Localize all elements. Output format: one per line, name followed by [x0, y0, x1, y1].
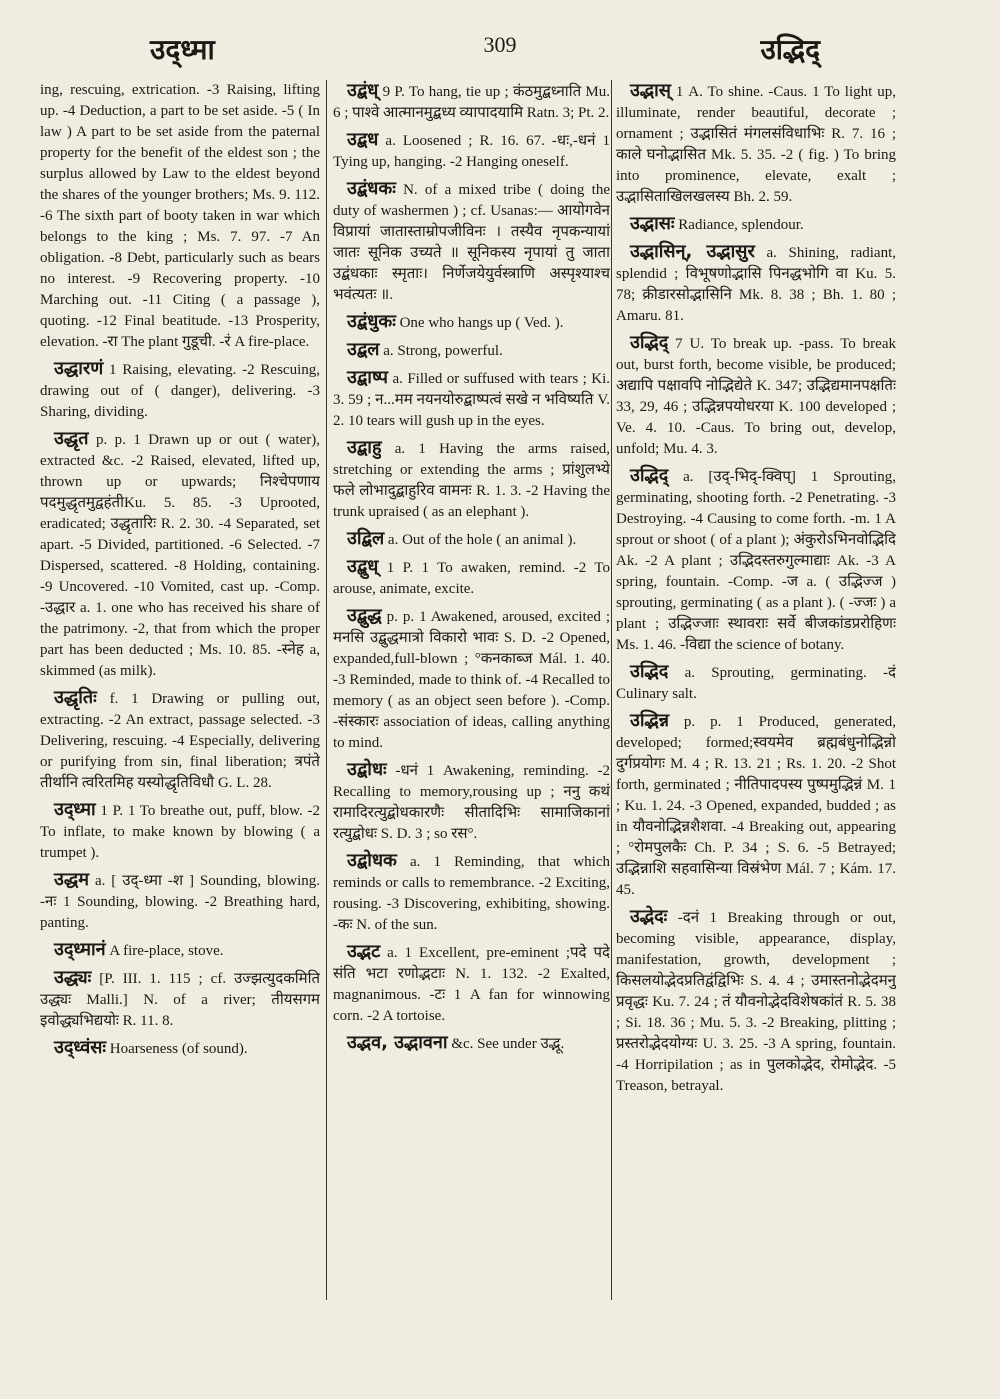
entry-headword: उद्ध्वंसः: [54, 1037, 107, 1058]
entry-headword: उद्बुध्: [347, 556, 379, 577]
dictionary-entry: [333, 850, 610, 936]
entry-definition: N. of a mixed tribe ( doing the duty of washermen ) ; cf. Usanas:— आयोगवेन विप्रायां जातास्ताम्रोपजीविनः । तस्यैव नृपकन्यायां जातः सूनिक उच्यते ॥ सूनिकस्य नृपायां तु जाता उद्बंधकाः स्मृताः। निर्णेजयेयुर्वस्त्राणि अस्पृश्याश्च भवंत्यतः ॥.: [333, 182, 610, 303]
entry-definition: One who hangs up ( Ved. ).: [395, 315, 564, 331]
entry-headword: उद्बंध्: [347, 80, 379, 101]
dictionary-entry: [40, 869, 320, 934]
entry-definition: a. 1 Having the arms raised, stretching or extending the arms ; प्रांशुलभ्ये फले लोभादुद्बाहुरिव वामनः R. 1. 3. -2 Having the trunk upraised ( as an elephant ).: [333, 441, 610, 520]
column-divider: [611, 80, 612, 1300]
dictionary-entry: [616, 661, 896, 705]
entry-definition: p. p. 1 Produced, generated, developed; formed;स्वयमेव ब्रह्मबंधुनोद्भिन्नो दुर्गप्रयोगः M. 4 ; R. 13. 21 ; Rs. 1. 20. -2 Shot forth, germinated ; नीतिपादपस्य पुष्पमुद्भिन्नं M. 1 ; Ku. 1. 24. -3 Opened, expanded, budded ; as in यौवनोद्भिन्नशैशवा. -4 Breaking out, appearing ; °रोमपुलकैः Ch. P. 34 ; S. 6. -5 Betrayed; उद्भिन्नाशि सहवासिन्या विस्रंभेण Mál. 7 ; Kám. 17. 45.: [616, 714, 896, 898]
entry-definition: p. p. 1 Drawn up or out ( water), extracted &c. -2 Raised, elevated, lifted up, thrown up or upwards; निश्चेपणाय पदमुद्धृतमुद्वहंतीKu. 5. 85. -3 Uprooted, eradicated; उद्धृतारिः R. 2. 30. -4 Separated, set apart. -5 Divided, partitioned. -6 Selected. -7 Dispersed, scattered. -8 Holding, containing. -9 Uncovered. -10 Vomited, cast up. -Comp. -उद्धार a. 1. one who has received his share of the patrimony. -2, that from which the proper part has been deducted ; Ms. 10. 85. -स्नेह a, skimmed (as milk).: [40, 432, 320, 679]
dictionary-entry: [40, 1037, 320, 1060]
entry-definition: a. Strong, powerful.: [379, 343, 503, 359]
entry-definition: p. p. 1 Awakened, aroused, excited ; मनसि उद्बुद्धमात्रो विकारो भावः S. D. -2 Opened, expanded,full-blown ; °कनकाब्ज Mál. 1. 40. -3 Reminded, made to think of. -4 Recalled to memory ( as an object seen before ). -Comp. -संस्कारः association of ideas, calling anything to mind.: [333, 609, 610, 751]
entry-definition: A fire-place, stove.: [105, 943, 224, 959]
entry-definition: a. [ उद्-ध्मा -श ] Sounding, blowing. -नः 1 Sounding, blowing. -2 Breathing hard, panting.: [40, 873, 320, 931]
page-header: [0, 30, 1000, 70]
entry-definition: a. Sprouting, germinating. -दं Culinary salt.: [616, 665, 896, 702]
entry-definition: 7 U. To break up. -pass. To break out, burst forth, become visible, be produced; अद्यापि पक्षावपि नोद्भिद्येते K. 347; उद्भिद्यमानपक्षतिः 33, 29, 46 ; उद्भिन्नपयोधरया K. 100 developed ; Ve. 4. 10. -Caus. To bring out, develop, unfold; Mu. 4. 3.: [616, 336, 896, 457]
entry-headword: उद्ध्मा: [54, 799, 96, 820]
dictionary-entry: [40, 428, 320, 682]
dictionary-entry: [40, 799, 320, 864]
entry-headword: उद्बोधक: [347, 850, 397, 871]
dictionary-entry: [616, 465, 896, 656]
dictionary-entry: [616, 906, 896, 1097]
entry-definition: 1 A. To shine. -Caus. 1 To light up, illuminate, render beautiful, decorate ; ornament ; उद्भासितं मंगलसंविधाभिः R. 7. 16 ; काले घनोद्भासित Mk. 5. 35. -2 ( fig. ) To bring into prominence, elevate, exalt ; उद्भासिताखिलखलस्य Bh. 2. 59.: [616, 84, 896, 205]
entry-headword: उद्भिद्: [630, 332, 669, 353]
entry-headword: उद्बाहु: [347, 437, 382, 458]
entry-headword: उद्धृत: [54, 428, 89, 449]
entry-definition: a. Shining, radiant, splendid ; विभूषणोद्भासि पिनद्धभोगि वा Ku. 5. 78; क्रीडारसोद्भासिनि Mk. 8. 38 ; Bh. 1. 80 ; Amaru. 81.: [616, 245, 896, 324]
dictionary-entry: [333, 605, 610, 754]
entry-definition: a. Filled or suffused with tears ; Ki. 3. 59 ; न...मम नयनयोरुद्बाष्पत्वं सखे न भविष्यति V. 2. 10 tears will gush up in the eyes.: [333, 371, 610, 429]
dictionary-entry: [616, 332, 896, 460]
entry-definition: f. 1 Drawing or pulling out, extracting. -2 An extract, passage selected. -3 Delivering, rescuing. -4 Especially, delivering or purifying from sin, final liberation; त्रपंते तीर्थानि त्वरितमिह यस्योद्धृतिविधौ G. L. 28.: [40, 691, 320, 791]
entry-definition: 9 P. To hang, tie up ; कंठमुद्बध्नाति Mu. 6 ; पाश्वे आत्मानमुद्बध्य व्यापादयामि Ratn. 3; Pt. 2.: [333, 84, 610, 121]
entry-headword: उद्बाष्प: [347, 367, 388, 388]
dictionary-entry: [40, 358, 320, 423]
entry-definition: 1 P. 1 To breathe out, puff, blow. -2 To inflate, to make known by blowing ( a trumpet ).: [40, 803, 320, 861]
column-divider: [326, 80, 327, 1300]
dictionary-entry: [333, 556, 610, 600]
dictionary-entry: [333, 311, 610, 334]
entry-headword: उद्भट: [347, 941, 381, 962]
entry-definition: ing, rescuing, extrication. -3 Raising, lifting up. -4 Deduction, a part to be set aside. -5 ( In law ) A part to be set aside from the paternal property for the benefit of the eldest son ; the surplus allowed by Law to the eldest beyond the shares of the younger brothers; Ms. 9. 112. -6 The sixth part of booty taken in war which belongs to the king ; Ms. 7. 97. -7 An obligation. -8 Debt, particularly such as bears no interest. -9 Recovering property. -10 Marching out. -11 Citing ( a passage ), quoting. -12 Final beatitude. -13 Prosperity, elevation. -रा The plant गुडूची. -रं A fire-place.: [40, 82, 320, 350]
dictionary-entry: [333, 178, 610, 306]
column-3: [616, 80, 896, 1300]
column-2: [333, 80, 610, 1300]
entry-headword: उद्बल: [347, 339, 380, 360]
dictionary-entry: [333, 941, 610, 1027]
entry-headword: उद्धृतिः: [54, 687, 97, 708]
entry-headword: उद्बिल: [347, 528, 385, 549]
entry-headword: उद्बंधुकः: [347, 311, 396, 332]
dictionary-entry: [333, 339, 610, 362]
dictionary-entry: [333, 367, 610, 432]
entry-definition: 1 P. 1 To awaken, remind. -2 To arouse, animate, excite.: [333, 560, 610, 597]
entry-headword: उद्बंधकः: [347, 178, 396, 199]
dictionary-entry: [40, 939, 320, 962]
entry-headword: उद्भिद: [630, 661, 669, 682]
entry-headword: उद्धारणं: [54, 358, 104, 379]
entry-headword: उद्भिन्न: [630, 710, 669, 731]
dictionary-entry: [616, 213, 896, 236]
entry-definition: a. 1 Excellent, pre-eminent ;पदे पदे संति भटा रणोद्भटाः N. 1. 132. -2 Exalted, magnanimous. -टः 1 A fan for winnowing corn. -2 A tortoise.: [333, 945, 610, 1024]
entry-headword: उद्भिद्: [630, 465, 669, 486]
entry-definition: [P. III. 1. 115 ; cf. उज्झत्युदकमिति उद्ध्यः Malli.] N. of a river; तीयसगम इवोद्ध्यभिद्ययोः R. 11. 8.: [40, 971, 320, 1029]
entry-definition: &c. See under उद्भू.: [447, 1036, 565, 1052]
entry-headword: उद्बुद्ध: [347, 605, 382, 626]
dictionary-entry: [333, 1032, 610, 1055]
dictionary-entry: [333, 437, 610, 523]
entry-definition: a. Loosened ; R. 16. 67. -धः,-धनं 1 Tying up, hanging. -2 Hanging oneself.: [333, 133, 610, 170]
entry-headword: उद्ध्मानं: [54, 939, 106, 960]
header-right-word: उद्भिद्: [760, 33, 820, 66]
entry-definition: -दनं 1 Breaking through or out, becoming visible, appearance, display, manifestation, growth, development ; किसलयोद्भेदप्रतिद्वंद्विभिः S. 4. 4 ; उमास्तनोद्भेदमनु प्रवृद्धः Ku. 7. 24 ; तं यौवनोद्भेदविशेषकांतं R. 5. 38 ; Si. 18. 36 ; Mu. 5. 3. -2 Breaking, plitting ; प्रस्तरोद्भेदयोग्यः U. 3. 25. -3 A spring, fountain. -4 Horripilation ; as in पुलकोद्भेद, रोमोद्भेद. -5 Treason, betrayal.: [616, 910, 896, 1094]
entry-definition: Radiance, splendour.: [674, 217, 804, 233]
dictionary-entry: [40, 687, 320, 794]
entry-headword: उद्भासिन्, उद्भासुर: [630, 241, 755, 262]
column-1: [40, 80, 320, 1300]
entry-definition: a. [उद्-भिद्-क्विप्] 1 Sprouting, germinating, shooting forth. -2 Penetrating. -3 Destroying. -4 Causing to come forth. -m. 1 A sprout or shoot ( of a plant ); अंकुरोऽभिनवोद्भिदि Ak. -2 A plant ; उद्भिदस्तरुगुल्माद्याः Ak. -3 A spring, fountain. -Comp. -ज a. ( उद्भिज्ज ) sprouting, germinating ( as a plant ). ( -ज्जः ) a plant ; उद्भिज्जाः स्थावराः सर्वे बीजकांडप्ररोहिणः Ms. 1. 46. -विद्या the science of botany.: [616, 469, 896, 653]
dictionary-entry: [333, 129, 610, 173]
dictionary-entry: [616, 241, 896, 327]
entry-headword: उद्भासः: [630, 213, 675, 234]
dictionary-entry: [616, 710, 896, 901]
entry-definition: Hoarseness (of sound).: [106, 1041, 248, 1057]
entry-headword: उद्बध: [347, 129, 379, 150]
dictionary-entry: [333, 80, 610, 124]
dictionary-entry: [40, 967, 320, 1032]
entry-definition: -धनं 1 Awakening, reminding. -2 Recalling to memory,rousing up ; ननु कथं रामादिरत्युद्बोधकारणैः सीतादिभिः सामाजिकानां रत्युद्बोधः S. D. 3 ; so रस°.: [333, 763, 610, 842]
page-number: 309: [483, 32, 517, 57]
dictionary-entry: [333, 759, 610, 845]
dictionary-entry: [333, 528, 610, 551]
entry-headword: उद्भेदः: [630, 906, 668, 927]
entry-definition: 1 Raising, elevating. -2 Rescuing, drawing out of ( danger), delivering. -3 Sharing, dividing.: [40, 362, 320, 420]
entry-headword: उद्भव, उद्भावना: [347, 1032, 448, 1053]
dictionary-entry: [40, 80, 320, 353]
entry-headword: उद्धम: [54, 869, 90, 890]
entry-definition: a. 1 Reminding, that which reminds or calls to remembrance. -2 Exciting, rousing. -3 Discovering, exhibiting, showing. -कः N. of the sun.: [333, 854, 610, 933]
dictionary-entry: [616, 80, 896, 208]
entry-headword: उद्बोधः: [347, 759, 387, 780]
entry-definition: a. Out of the hole ( an animal ).: [384, 532, 577, 548]
entry-headword: उद्ध्यः: [54, 967, 92, 988]
header-left-word: उद्ध्मा: [150, 33, 215, 66]
entry-headword: उद्भास्: [630, 80, 671, 101]
